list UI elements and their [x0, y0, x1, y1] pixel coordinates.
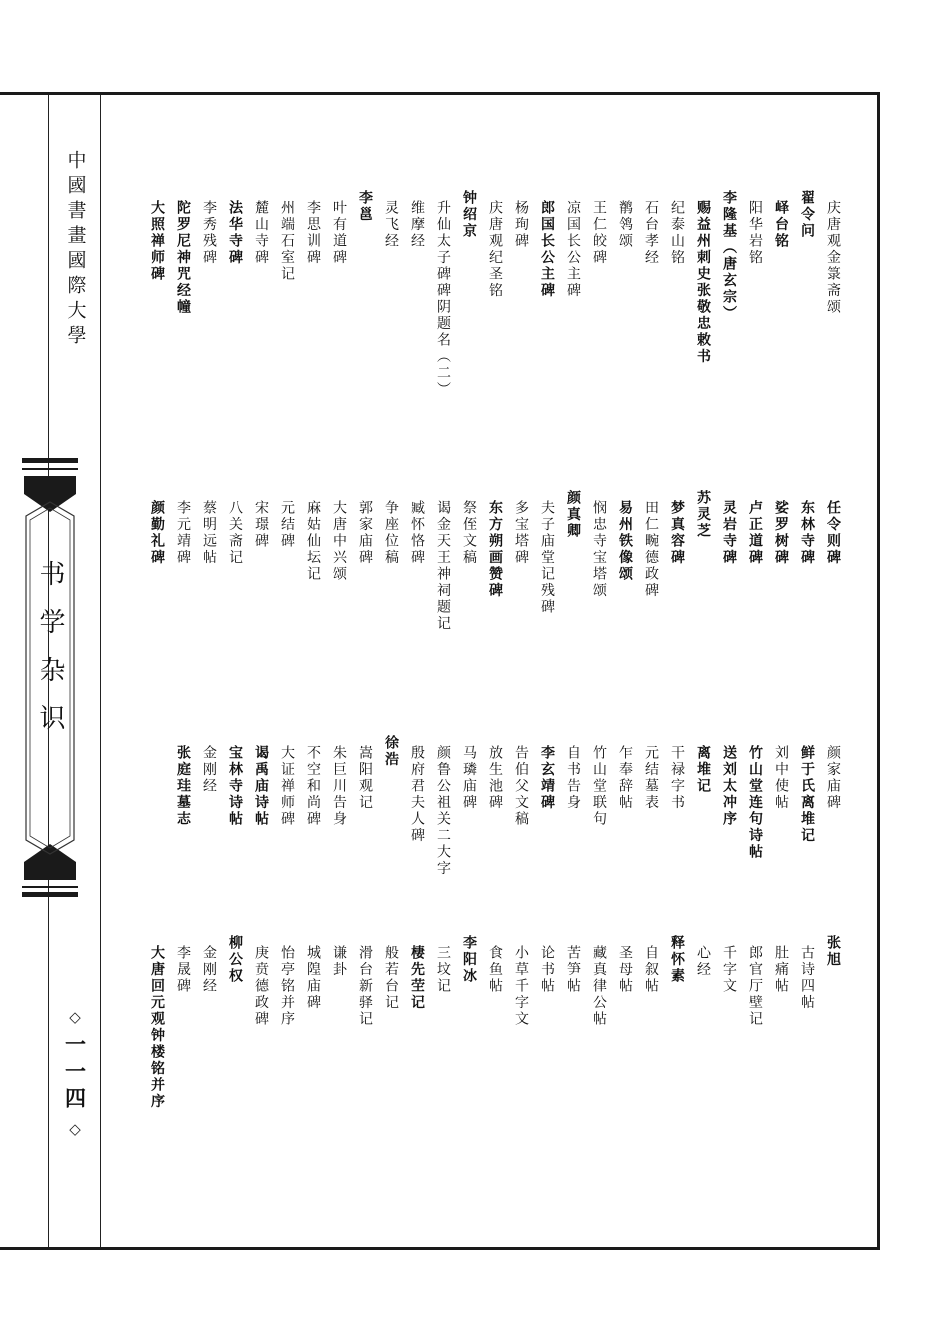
text-column: 小草千字文: [513, 945, 529, 1028]
text-column: 自书告身: [565, 745, 581, 811]
text-column: 东方朔画赞碑: [487, 500, 503, 599]
text-column: 宝林寺诗帖: [227, 745, 243, 828]
text-column: 颜鲁公祖关二大字: [435, 745, 451, 877]
text-column: 藏真律公帖: [591, 945, 607, 1028]
text-column: 叶有道碑: [331, 200, 347, 266]
text-column: 般若台记: [383, 945, 399, 1011]
text-column: 放生池碑: [487, 745, 503, 811]
text-column: 田仁畹德政碑: [643, 500, 659, 599]
institution-name: 中國書畫國際大學: [64, 150, 87, 350]
text-column: 竹山堂连句诗帖: [747, 745, 763, 861]
text-column: 离堆记: [695, 745, 711, 795]
text-column: 灵岩寺碑: [721, 500, 737, 566]
text-column: 石台孝经: [643, 200, 659, 266]
text-column: 李玄靖碑: [539, 745, 555, 811]
text-column: 宋璟碑: [253, 500, 269, 550]
text-column: 肚痛帖: [773, 945, 789, 995]
text-column: 祭侄文稿: [461, 500, 477, 566]
text-column: 李元靖碑: [175, 500, 191, 566]
text-column: 灵飞经: [383, 200, 399, 250]
text-column: 告伯父文稿: [513, 745, 529, 828]
text-column: 竹山堂联句: [591, 745, 607, 828]
text-column: 嵩阳观记: [357, 745, 373, 811]
author-heading: 李隆基（唐玄宗）: [721, 190, 737, 322]
text-column: 庚贲德政碑: [253, 945, 269, 1028]
text-column: 八关斋记: [227, 500, 243, 566]
ornament-bar-top-1: [22, 458, 78, 463]
diamond-ornament-icon: ◇: [69, 1008, 81, 1026]
text-column: 麻姑仙坛记: [305, 500, 321, 583]
text-column: 朱巨川告身: [331, 745, 347, 828]
page-number: 一一四: [62, 1033, 88, 1114]
text-column: 自叙帖: [643, 945, 659, 995]
text-column: 千字文: [721, 945, 737, 995]
author-heading: 柳公权: [227, 935, 243, 985]
text-column: 送刘太冲序: [721, 745, 737, 828]
text-column: 怡亭铭并序: [279, 945, 295, 1028]
text-column: 法华寺碑: [227, 200, 243, 266]
text-column: 大唐回元观钟楼铭并序: [149, 945, 165, 1110]
text-column: 食鱼帖: [487, 945, 503, 995]
author-heading: 李邕: [357, 190, 373, 223]
text-column: 争座位稿: [383, 500, 399, 566]
text-column: 谦卦: [331, 945, 347, 978]
author-heading: 张旭: [825, 935, 841, 968]
text-column: 陀罗尼神咒经幢: [175, 200, 191, 316]
author-heading: 颜真卿: [565, 490, 581, 540]
text-column: 州端石室记: [279, 200, 295, 283]
text-column: 东林寺碑: [799, 500, 815, 566]
text-column: 阳华岩铭: [747, 200, 763, 266]
text-column: 城隍庙碑: [305, 945, 321, 1011]
text-column: 滑台新驿记: [357, 945, 373, 1028]
text-column: 多宝塔碑: [513, 500, 529, 566]
text-column: 庆唐观金箓斋颂: [825, 200, 841, 316]
text-column: 论书帖: [539, 945, 555, 995]
text-column: 谒金天王神祠题记: [435, 500, 451, 632]
text-column: 大照禅师碑: [149, 200, 165, 283]
section-title: 书学杂识: [35, 560, 65, 752]
text-column: 纪泰山铭: [669, 200, 685, 266]
author-heading: 苏灵芝: [695, 490, 711, 540]
author-heading: 释怀素: [669, 935, 685, 985]
text-column: 鹡鸰颂: [617, 200, 633, 250]
text-column: 张庭珪墓志: [175, 745, 191, 828]
text-column: 李思训碑: [305, 200, 321, 266]
text-column: 升仙太子碑碑阴题名（二）: [435, 200, 451, 398]
text-column: 赐益州刺史张敬忠敕书: [695, 200, 711, 365]
text-column: 娑罗树碑: [773, 500, 789, 566]
text-column: 颜家庙碑: [825, 745, 841, 811]
ornament-bar-top-2: [22, 468, 78, 470]
catalog-columns: [136, 190, 851, 1210]
author-heading: 徐浩: [383, 735, 399, 768]
text-column: 鲜于氏离堆记: [799, 745, 815, 844]
author-heading: 翟令问: [799, 190, 815, 240]
text-column: 马璘庙碑: [461, 745, 477, 811]
text-column: 金刚经: [201, 745, 217, 795]
text-column: 庆唐观纪圣铭: [487, 200, 503, 299]
text-column: 元结碑: [279, 500, 295, 550]
text-column: 金刚经: [201, 945, 217, 995]
text-column: 苦笋帖: [565, 945, 581, 995]
text-column: 棲先茔记: [409, 945, 425, 1011]
diamond-ornament-icon: ◇: [69, 1120, 81, 1138]
text-column: 维摩经: [409, 200, 425, 250]
text-column: 易州铁像颂: [617, 500, 633, 583]
text-column: 颜勤礼碑: [149, 500, 165, 566]
ornament-bar-bottom-2: [22, 892, 78, 897]
text-column: 杨珣碑: [513, 200, 529, 250]
text-column: 蔡明远帖: [201, 500, 217, 566]
text-column: 不空和尚碑: [305, 745, 321, 828]
text-column: 乍奉辞帖: [617, 745, 633, 811]
ornament-bar-bottom-1: [22, 886, 78, 888]
text-column: 圣母帖: [617, 945, 633, 995]
text-column: 凉国长公主碑: [565, 200, 581, 299]
text-column: 郎官厅壁记: [747, 945, 763, 1028]
text-column: 殷府君夫人碑: [409, 745, 425, 844]
author-heading: 钟绍京: [461, 190, 477, 240]
text-column: 夫子庙堂记残碑: [539, 500, 555, 616]
text-column: 郭家庙碑: [357, 500, 373, 566]
text-column: 大证禅师碑: [279, 745, 295, 828]
text-column: 任令则碑: [825, 500, 841, 566]
text-column: 李晟碑: [175, 945, 191, 995]
text-column: 卢正道碑: [747, 500, 763, 566]
text-column: 元结墓表: [643, 745, 659, 811]
text-column: 三坟记: [435, 945, 451, 995]
margin-page-number: [47, 1010, 103, 1137]
text-column: 刘中使帖: [773, 745, 789, 811]
text-column: 郎国长公主碑: [539, 200, 555, 299]
margin-institution: [47, 150, 103, 350]
text-column: 古诗四帖: [799, 945, 815, 1011]
text-column: 麓山寺碑: [253, 200, 269, 266]
text-column: 大唐中兴颂: [331, 500, 347, 583]
text-column: 梦真容碑: [669, 500, 685, 566]
margin-section-title: [22, 560, 78, 752]
text-column: 臧怀恪碑: [409, 500, 425, 566]
text-column: 峄台铭: [773, 200, 789, 250]
text-column: 谒禹庙诗帖: [253, 745, 269, 828]
text-column: 李秀残碑: [201, 200, 217, 266]
text-column: 悯忠寺宝塔颂: [591, 500, 607, 599]
text-column: 干禄字书: [669, 745, 685, 811]
text-column: 心经: [695, 945, 711, 978]
text-column: 王仁皎碑: [591, 200, 607, 266]
author-heading: 李阳冰: [461, 935, 477, 985]
